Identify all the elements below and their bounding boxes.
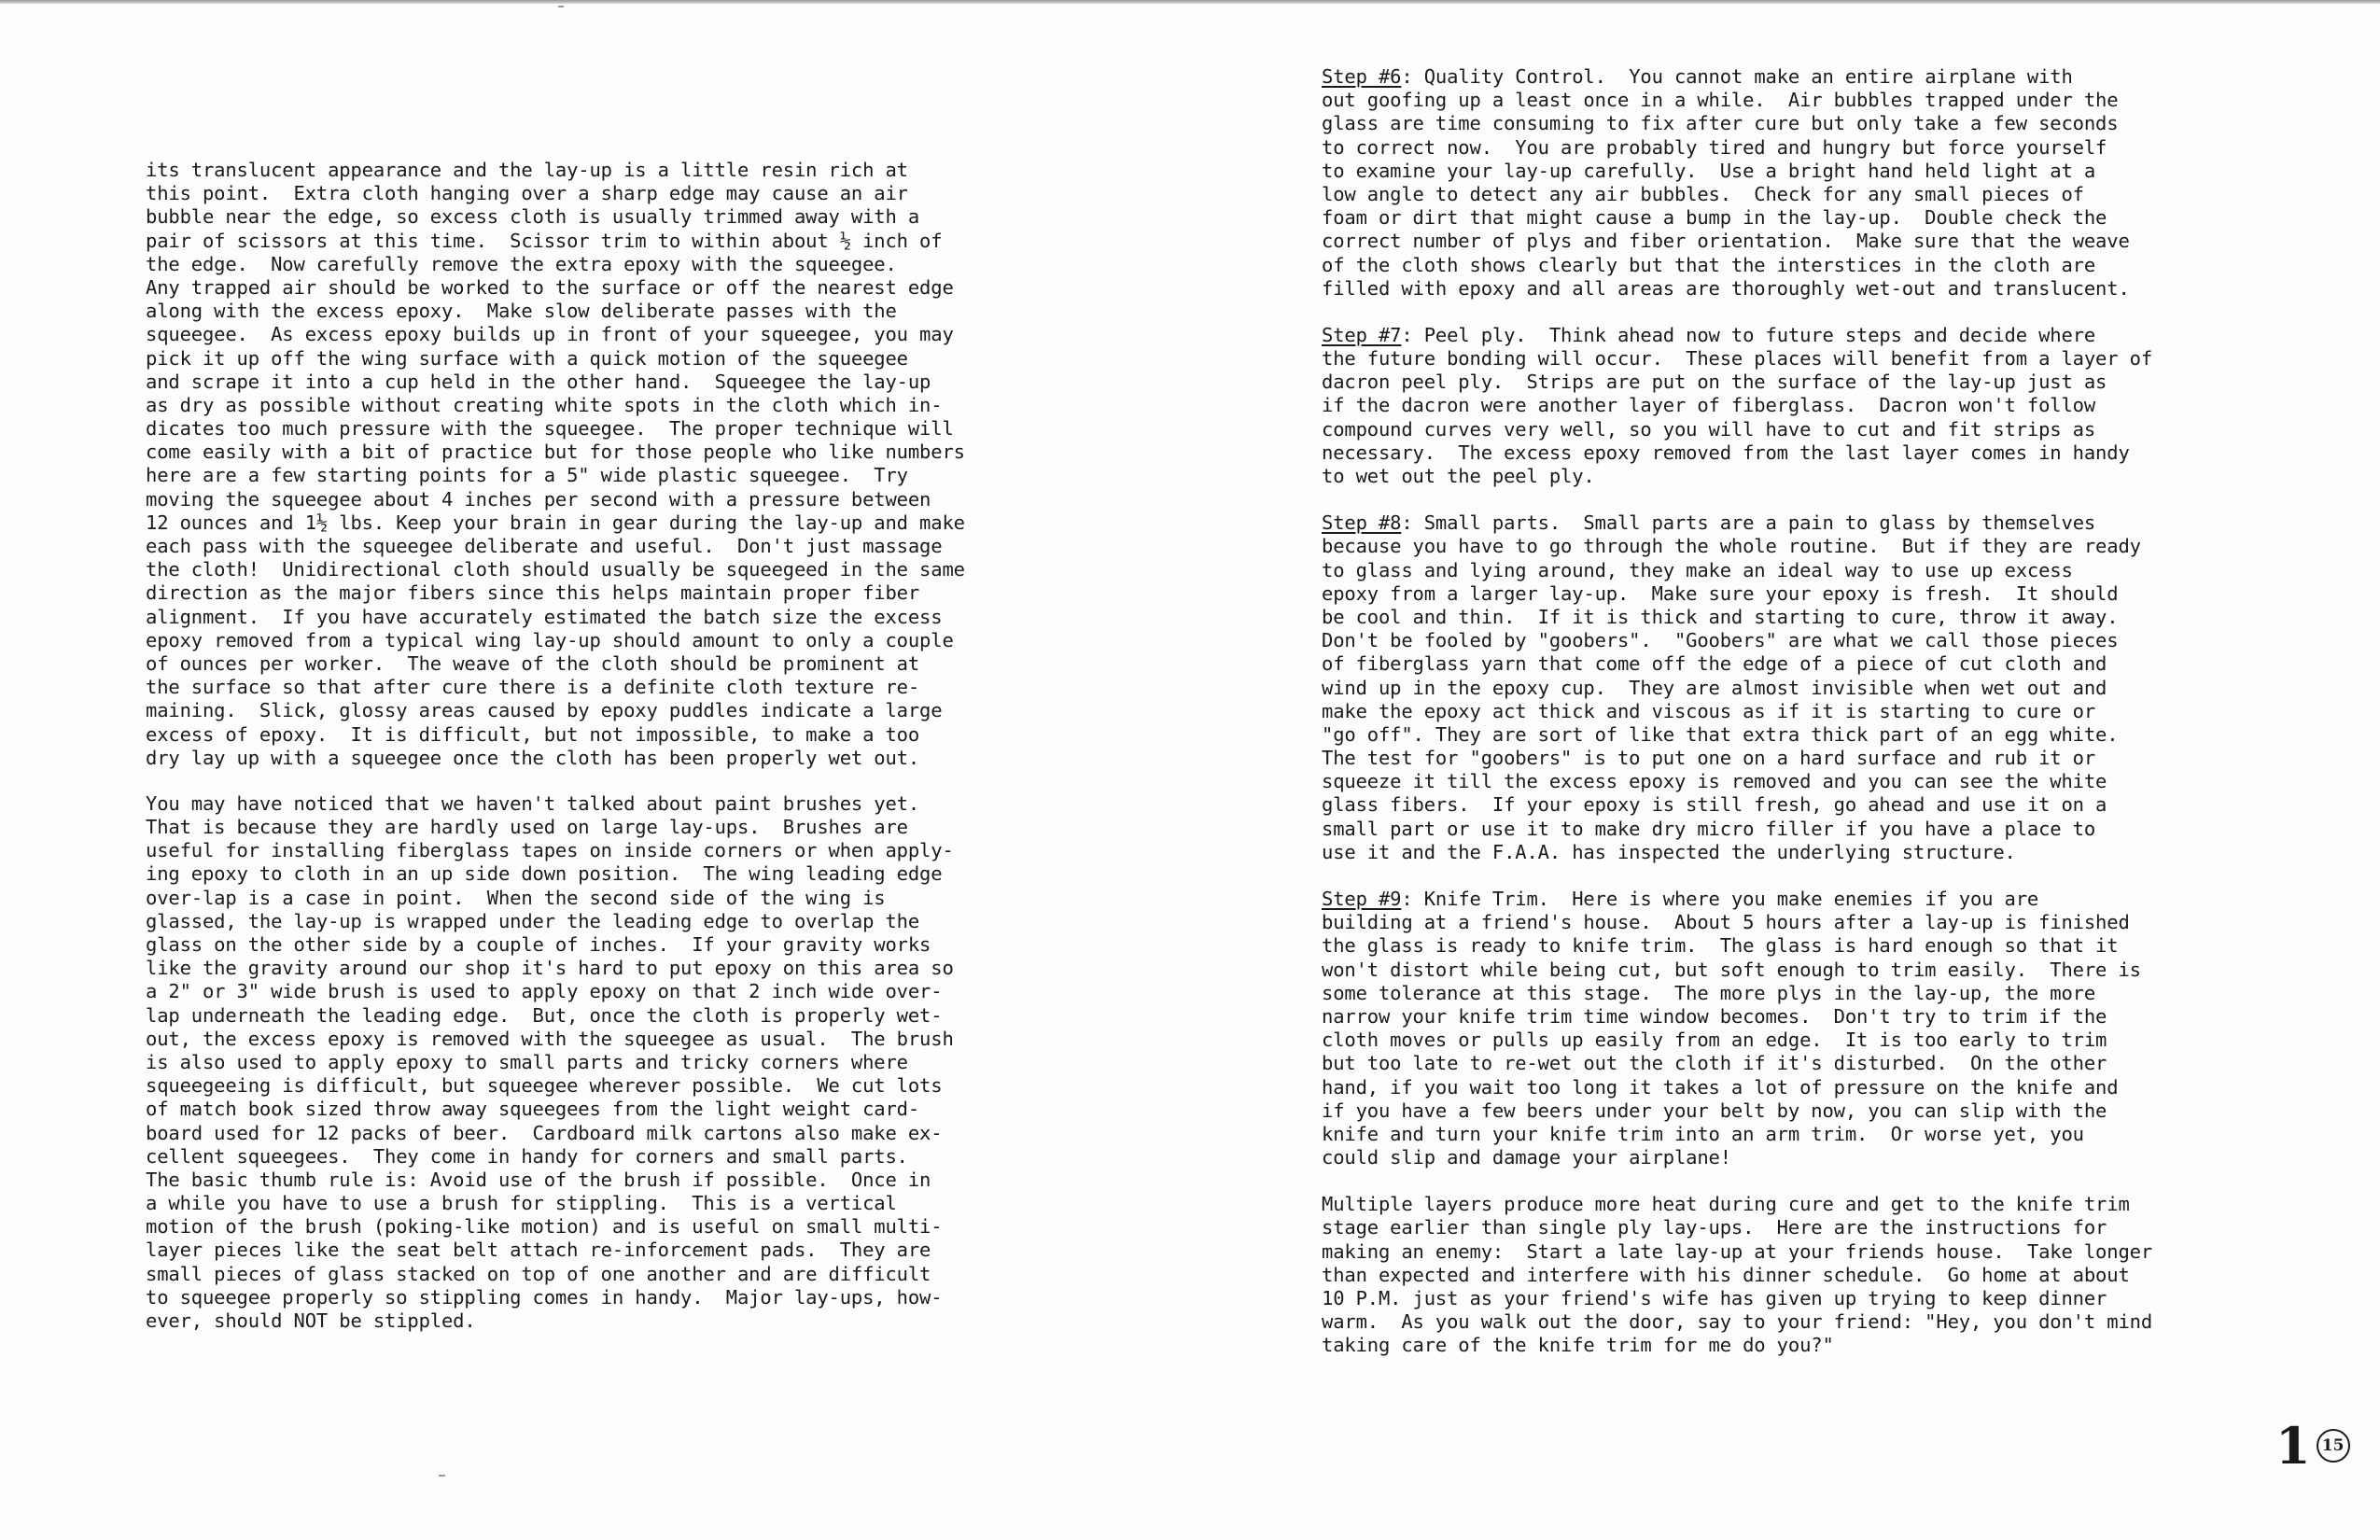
text-line: dacron peel ply. Strips are put on the surface of the lay-up just as (1322, 371, 2107, 394)
text-line: squeegeeing is difficult, but squeegee wherever possible. We cut lots (146, 1074, 943, 1098)
text-line: ing epoxy to cloth in an up side down position. The wing leading edge (146, 862, 943, 886)
text-line: alignment. If you have accurately estimated the batch size the excess (146, 605, 943, 628)
text-line: out, the excess epoxy is removed with the squeegee as usual. The brush (146, 1027, 954, 1050)
text-line (1322, 511, 2358, 535)
text-fragment: : Peel ply. Think ahead now to future steps and decide where (1401, 323, 2096, 346)
scan-speck (558, 6, 564, 7)
text-line: 10 P.M. just as your friend's wife has given up trying to keep dinner (1322, 1287, 2107, 1309)
text-line: make the epoxy act thick and viscous as if it is starting to cure or (1322, 699, 2096, 722)
text-line: as dry as possible without creating white spots in the cloth which in- (146, 393, 943, 416)
text-line: over-lap is a case in point. When the second side of the wing is (146, 886, 886, 909)
text-line: along with the excess epoxy. Make slow deliberate passes with the (146, 300, 897, 323)
text-line: a while you have to use a brush for stippling. This is a vertical (146, 1192, 897, 1215)
text-line: foam or dirt that might cause a bump in the lay-up. Double check the (1322, 206, 2107, 230)
text-line: if the dacron were another layer of fiberglass. Dacron won't follow (1322, 394, 2096, 417)
paragraph (1322, 65, 2358, 301)
text-line: to correct now. You are probably tired and hungry but force yourself (1322, 135, 2107, 159)
left-text-column (146, 159, 1172, 1333)
text-line: Don't be fooled by "goobers". "Goobers" are what we call those pieces (1322, 629, 2119, 652)
text-line: small pieces of glass stacked on top of one another and are difficult (146, 1262, 931, 1285)
paragraph (1322, 1193, 2358, 1357)
text-line: this point. Extra cloth hanging over a sharp edge may cause an air (146, 182, 908, 205)
step-heading: Step #6 (1322, 65, 1402, 88)
text-line: be cool and thin. If it is thick and starting to cure, throw it away. (1322, 605, 2119, 628)
text-line: wind up in the epoxy cup. They are almost invisible when wet out and (1322, 676, 2107, 699)
text-line: of match book sized throw away squeegees from the light weight card- (146, 1098, 920, 1121)
text-line: but too late to re-wet out the cloth if it's disturbed. On the other (1322, 1052, 2107, 1075)
text-line: the surface so that after cure there is a definite cloth texture re- (146, 676, 920, 699)
text-line: excess of epoxy. It is difficult, but not impossible, to make a too (146, 722, 920, 746)
text-line (1322, 65, 2358, 89)
right-text-column (1322, 65, 2358, 1358)
circled-page-number: 15 (2317, 1429, 2350, 1463)
text-line: small part or use it to make dry micro filler if you have a place to (1322, 817, 2096, 840)
text-line: to examine your lay-up carefully. Use a bright hand held light at a (1322, 159, 2096, 182)
text-line: of ounces per worker. The weave of the cloth should be prominent at (146, 651, 920, 675)
text-line: come easily with a bit of practice but for those people who like numbers (146, 441, 965, 464)
text-line: won't distort while being cut, but soft enough to trim easily. There is (1322, 958, 2141, 981)
paragraph (1322, 511, 2358, 864)
step-heading: Step #9 (1322, 888, 1402, 910)
text-line (1322, 888, 2358, 911)
text-line: the future bonding will occur. These places will benefit from a layer of (1322, 347, 2153, 371)
text-line: lap underneath the leading edge. But, once the cloth is properly wet- (146, 1003, 943, 1027)
text-line: to wet out the peel ply. (1322, 465, 1595, 487)
text-line: Multiple layers produce more heat during cure and get to the knife trim (1322, 1193, 2130, 1216)
text-line: necessary. The excess epoxy removed from the last layer comes in handy (1322, 441, 2130, 464)
text-line: stage earlier than single ply lay-ups. Here are the instructions for (1322, 1216, 2107, 1239)
text-line: filled with epoxy and all areas are thoroughly wet-out and translucent. (1322, 276, 2130, 300)
text-line: maining. Slick, glossy areas caused by epoxy puddles indicate a large (146, 699, 943, 722)
text-line: The basic thumb rule is: Avoid use of the brush if possible. Once in (146, 1168, 931, 1191)
text-line (1322, 324, 2358, 347)
text-line: moving the squeegee about 4 inches per second with a pressure between (146, 487, 931, 511)
text-line: of fiberglass yarn that come off the edge of a piece of cut cloth and (1322, 652, 2107, 676)
text-line: board used for 12 packs of beer. Cardboard milk cartons also make ex- (146, 1121, 943, 1144)
chapter-number: 1 (2275, 1416, 2311, 1476)
text-fragment: : Quality Control. You cannot make an entire airplane with (1401, 65, 2073, 88)
text-line: correct number of plys and fiber orientation. Make sure that the weave (1322, 230, 2130, 253)
text-line: You may have noticed that we haven't talked about paint brushes yet. (146, 791, 920, 815)
text-line: is also used to apply epoxy to small parts and tricky corners where (146, 1050, 908, 1073)
text-line: use it and the F.A.A. has inspected the underlying structure. (1322, 840, 2016, 863)
text-line: pick it up off the wing surface with a quick motion of the squeegee (146, 346, 908, 370)
text-line: if you have a few beers under your belt by now, you can slip with the (1322, 1099, 2107, 1122)
text-line: cloth moves or pulls up easily from an edge. It is too early to trim (1322, 1029, 2107, 1052)
text-line: like the gravity around our shop it's hard to put epoxy on this area so (146, 957, 954, 980)
text-line: could slip and damage your airplane! (1322, 1146, 1731, 1169)
text-line: the glass is ready to knife trim. The glass is hard enough so that it (1322, 934, 2119, 958)
text-line: its translucent appearance and the lay-up is a little resin rich at (146, 159, 908, 181)
top-edge-rule (0, 0, 2380, 4)
scan-speck (439, 1475, 445, 1477)
text-line: That is because they are hardly used on large lay-ups. Brushes are (146, 816, 908, 839)
text-line: building at a friend's house. About 5 hours after a lay-up is finished (1322, 911, 2130, 934)
text-line: than expected and interfere with his dinner schedule. Go home at about (1322, 1263, 2130, 1286)
text-line: narrow your knife trim time window becomes. Don't try to trim if the (1322, 1004, 2107, 1028)
text-line: knife and turn your knife trim into an arm trim. Or worse yet, you (1322, 1122, 2084, 1145)
text-line: direction as the major fibers since this helps maintain proper fiber (146, 581, 920, 605)
text-line: and scrape it into a cup held in the other hand. Squeegee the lay-up (146, 370, 931, 393)
text-line: epoxy from a larger lay-up. Make sure your epoxy is fresh. It should (1322, 581, 2119, 605)
text-line: dicates too much pressure with the squeegee. The proper technique will (146, 417, 954, 441)
text-line: glass are time consuming to fix after cure but only take a few seconds (1322, 112, 2119, 135)
text-line: out goofing up a least once in a while. Air bubbles trapped under the (1322, 89, 2119, 112)
text-line: warm. As you walk out the door, say to your friend: "Hey, you don't mind (1322, 1310, 2153, 1334)
step-heading: Step #7 (1322, 323, 1402, 346)
text-line: to squeegee properly so stippling comes in handy. Major lay-ups, how- (146, 1285, 943, 1309)
text-line: ever, should NOT be stippled. (146, 1309, 476, 1332)
paragraph (146, 792, 1172, 1333)
text-fragment: : Small parts. Small parts are a pain to glass by themselves (1401, 511, 2096, 535)
text-line: bubble near the edge, so excess cloth is usually trimmed away with a (146, 205, 920, 229)
paragraph (1322, 324, 2358, 488)
paragraph (1322, 888, 2358, 1169)
text-line: of the cloth shows clearly but that the interstices in the cloth are (1322, 253, 2096, 276)
text-line: making an enemy: Start a late lay-up at your friends house. Take longer (1322, 1239, 2153, 1263)
text-line: here are a few starting points for a 5" wide plastic squeegee. Try (146, 464, 908, 487)
text-line: glass on the other side by a couple of inches. If your gravity works (146, 933, 931, 956)
text-line: the cloth! Unidirectional cloth should usually be squeegeed in the same (146, 558, 965, 581)
text-line: some tolerance at this stage. The more plys in the lay-up, the more (1322, 981, 2096, 1004)
text-line: compound curves very well, so you will have to cut and fit strips as (1322, 417, 2096, 441)
text-line: The test for "goobers" is to put one on a hard surface and rub it or (1322, 747, 2096, 770)
text-line: Any trapped air should be worked to the surface or off the nearest edge (146, 275, 954, 299)
text-line: glass fibers. If your epoxy is still fresh, go ahead and use it on a (1322, 793, 2107, 817)
text-line: each pass with the squeegee deliberate and useful. Don't just massage (146, 535, 943, 557)
text-line: useful for installing fiberglass tapes on inside corners or when apply- (146, 839, 954, 862)
paragraph (146, 159, 1172, 770)
text-fragment: : Knife Trim. Here is where you make enemies if you are (1401, 888, 2039, 910)
text-line: to glass and lying around, they make an ideal way to use up excess (1322, 558, 2073, 581)
page-number (2275, 1416, 2350, 1476)
text-line: because you have to go through the whole routine. But if they are ready (1322, 535, 2141, 558)
text-line: "go off". They are sort of like that extra thick part of an egg white. (1322, 722, 2119, 746)
text-line: cellent squeegees. They come in handy for corners and small parts. (146, 1144, 908, 1168)
text-line: squeeze it till the excess epoxy is removed and you can see the white (1322, 770, 2107, 793)
step-heading: Step #8 (1322, 511, 1402, 535)
text-line: layer pieces like the seat belt attach re-inforcement pads. They are (146, 1239, 931, 1262)
text-line: taking care of the knife trim for me do you?" (1322, 1334, 1834, 1357)
text-line: low angle to detect any air bubbles. Check for any small pieces of (1322, 182, 2084, 205)
text-line: a 2" or 3" wide brush is used to apply epoxy on that 2 inch wide over- (146, 980, 943, 1003)
text-line: squeegee. As excess epoxy builds up in front of your squeegee, you may (146, 323, 954, 346)
text-line: glassed, the lay-up is wrapped under the leading edge to overlap the (146, 909, 920, 932)
text-line: epoxy removed from a typical wing lay-up should amount to only a couple (146, 628, 954, 651)
text-line: hand, if you wait too long it takes a lot of pressure on the knife and (1322, 1075, 2119, 1099)
text-line: motion of the brush (poking-like motion) and is useful on small multi- (146, 1215, 943, 1239)
text-line: 12 ounces and 1½ lbs. Keep your brain in gear during the lay-up and make (146, 511, 965, 534)
text-line: dry lay up with a squeegee once the cloth has been properly wet out. (146, 746, 920, 769)
text-line: pair of scissors at this time. Scissor trim to within about ½ inch of (146, 229, 943, 252)
text-line: the edge. Now carefully remove the extra epoxy with the squeegee. (146, 252, 897, 275)
